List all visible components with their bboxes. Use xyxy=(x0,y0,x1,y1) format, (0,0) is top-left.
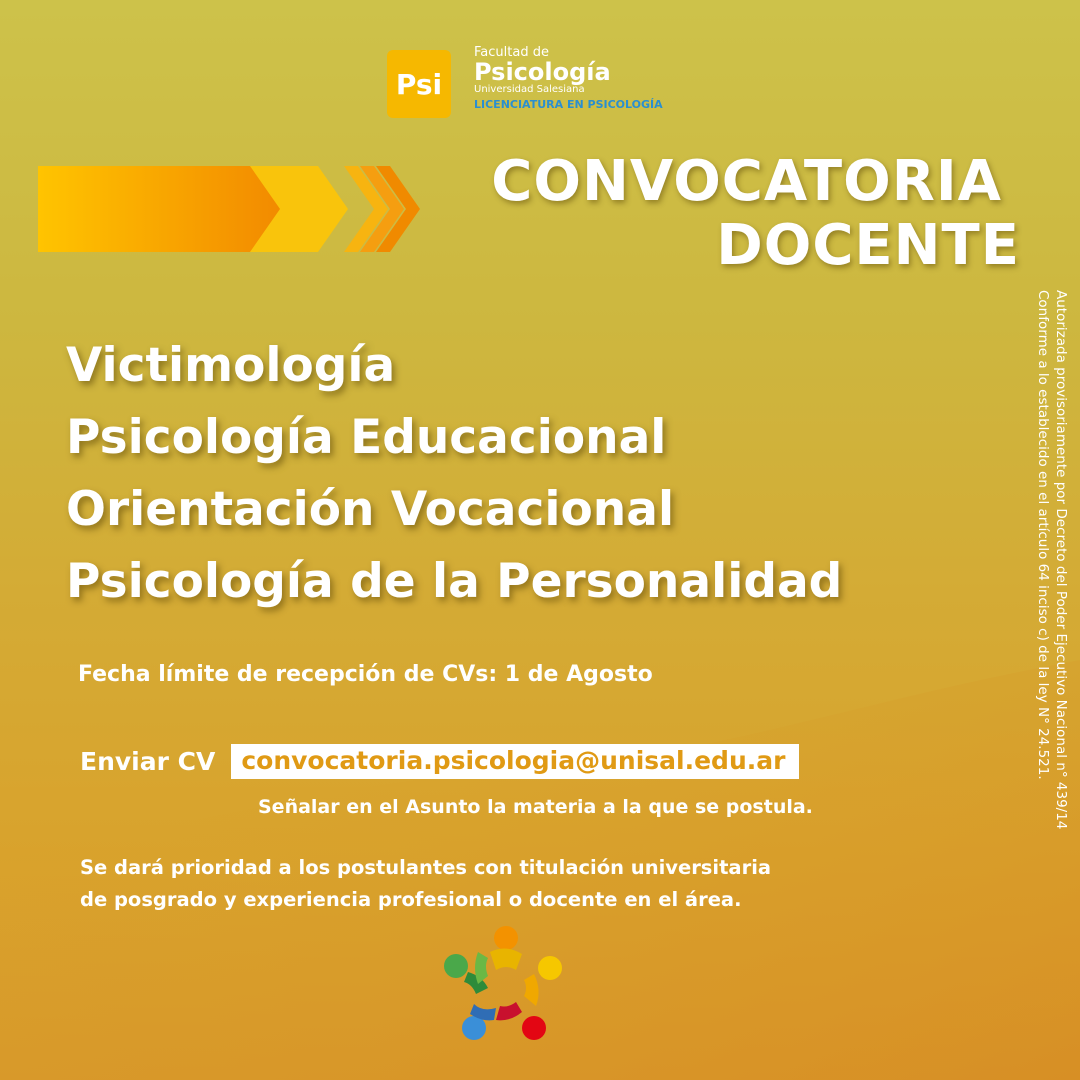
deadline-text: Fecha límite de recepción de CVs: 1 de Agosto xyxy=(78,662,653,687)
subject-item: Victimología xyxy=(66,338,396,393)
faculty-logo-text xyxy=(474,46,663,112)
legal-line-2: Conforme a lo establecido en el artículo 64 inciso c) de la ley N° 24.521. xyxy=(1035,290,1051,780)
priority-note xyxy=(80,852,771,916)
logo-line-1: Facultad de xyxy=(474,45,549,60)
subject-list xyxy=(66,330,842,618)
email-link[interactable]: convocatoria.psicologia@unisal.edu.ar xyxy=(231,744,799,779)
title-line-2: DOCENTE xyxy=(716,213,1020,278)
legal-disclaimer xyxy=(1034,290,1070,829)
priority-line-1: Se dará prioridad a los postulantes con titulación universitaria xyxy=(80,856,772,879)
priority-line-2: de posgrado y experiencia profesional o docente en el área. xyxy=(80,888,742,911)
title-line-1: CONVOCATORIA xyxy=(491,149,1002,214)
people-circle-emblem-icon xyxy=(438,924,572,1044)
logo-line-2: Psicología xyxy=(474,58,611,86)
legal-line-1: Autorizada provisoriamente por Decreto del Poder Ejecutivo Nacional n° 439/14 xyxy=(1053,290,1069,830)
subject-note: Señalar en el Asunto la materia a la que se postula. xyxy=(258,796,813,818)
logo-line-4: LICENCIATURA EN PSICOLOGÍA xyxy=(474,98,663,111)
arrow-banner-icon xyxy=(38,166,438,256)
send-cv-label: Enviar CV xyxy=(80,747,216,776)
logo-line-3: Universidad Salesiana xyxy=(474,84,585,95)
subject-item: Psicología de la Personalidad xyxy=(66,554,843,609)
page-title xyxy=(380,150,1020,278)
subject-item: Orientación Vocacional xyxy=(66,482,675,537)
psi-logo-badge: Psi xyxy=(387,50,451,118)
send-cv-row xyxy=(80,744,799,779)
subject-item: Psicología Educacional xyxy=(66,410,667,465)
